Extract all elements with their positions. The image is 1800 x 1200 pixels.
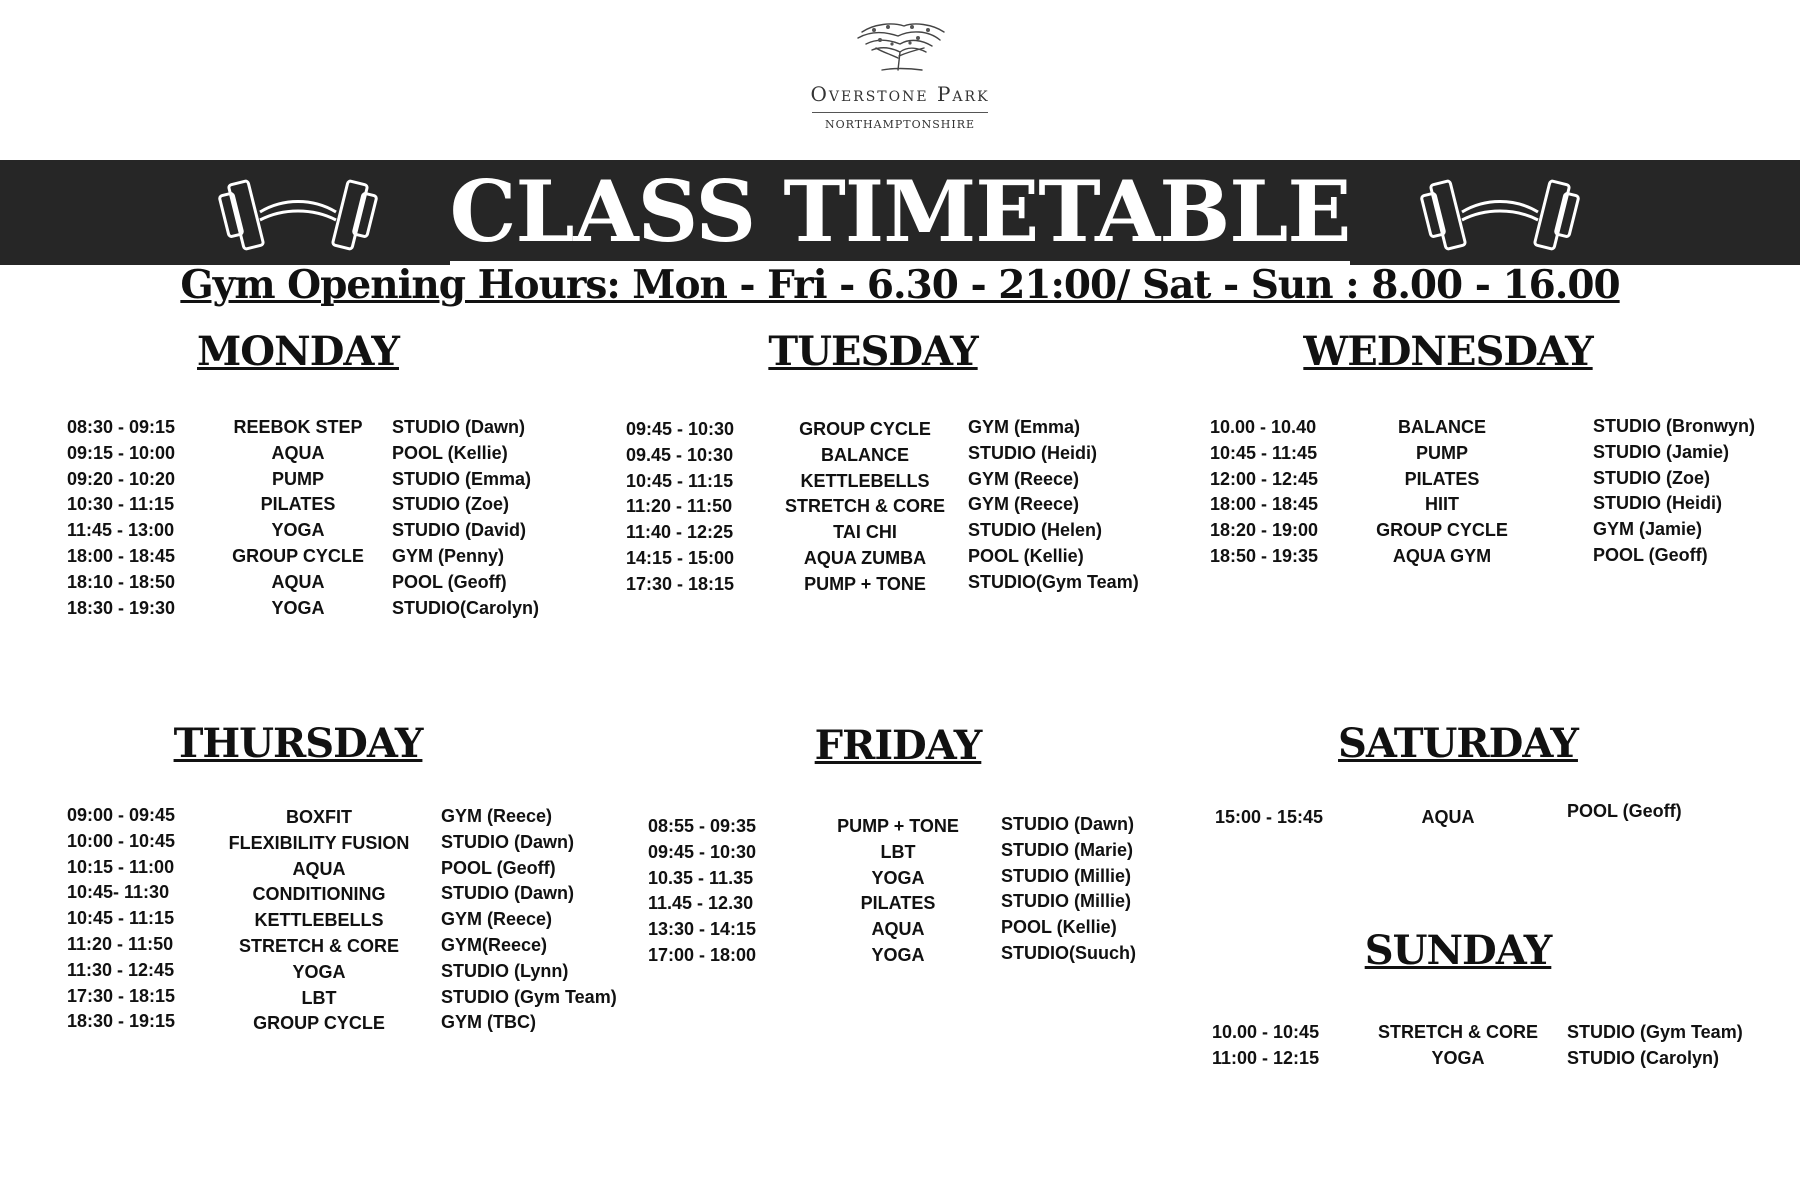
sunday-class-cell: YOGA (1431, 1048, 1485, 1068)
friday-location-cell: STUDIO (Millie) (1001, 891, 1131, 912)
opening-hours: Gym Opening Hours: Mon - Fri - 6.30 - 21:00/ Sat - Sun : 8.00 - 16.00 (180, 262, 1620, 308)
logo-name: Overstone Park (810, 82, 990, 106)
tuesday-location-cell: GYM (Reece) (968, 468, 1080, 489)
monday-time-cell: 10:30 - 11:15 (67, 494, 175, 515)
thursday-location-cell: STUDIO (Dawn) (441, 883, 574, 904)
thursday-location-cell: GYM (Reece) (441, 909, 553, 930)
monday-class-cell: AQUA (271, 442, 325, 463)
thursday-location-cell: GYM (TBC) (441, 1012, 536, 1033)
wednesday-time-cell: 10:45 - 11:45 (1210, 442, 1318, 463)
day-heading-monday: MONDAY (197, 328, 399, 375)
tuesday-time-cell: 14:15 - 15:00 (626, 548, 735, 568)
saturday-location-cell: POOL (Geoff) (1567, 801, 1682, 821)
monday-time-cell: 18:30 - 19:30 (67, 597, 176, 618)
monday-location-cell: POOL (Geoff) (392, 571, 507, 592)
thursday-class-cell: KETTLEBELLS (254, 910, 384, 931)
thursday-time-cell: 18:30 - 19:15 (67, 1011, 176, 1032)
tuesday-time-cell: 10:45 - 11:15 (626, 470, 734, 491)
sunday-location-cell: STUDIO (Carolyn) (1567, 1048, 1720, 1068)
thursday-time-cell: 09:00 - 09:45 (67, 805, 176, 825)
logo-divider (812, 112, 988, 113)
logo-subtitle: NORTHAMPTONSHIRE (824, 118, 976, 131)
monday-class-cell: AQUA (271, 571, 325, 592)
tuesday-class-cell: KETTLEBELLS (800, 470, 930, 491)
tuesday-time-cell: 09.45 - 10:30 (626, 444, 734, 465)
friday-location-cell: STUDIO (Marie) (1001, 839, 1134, 860)
tree-icon (852, 18, 948, 74)
thursday-location-cell: GYM(Reece) (441, 935, 548, 955)
friday-time-cell: 10.35 - 11.35 (648, 867, 754, 888)
friday-time-cell: 08:55 - 09:35 (648, 816, 757, 836)
title-banner (0, 160, 1800, 265)
friday-time-cell: 13:30 - 14:15 (648, 919, 757, 940)
sunday-time-cell: 10.00 - 10:45 (1212, 1022, 1320, 1042)
friday-location-cell: STUDIO (Millie) (1001, 865, 1131, 886)
monday-time-cell: 18:10 - 18:50 (67, 571, 176, 592)
monday-location-cell: STUDIO (Dawn) (392, 417, 525, 437)
thursday-location-cell: GYM (Reece) (441, 806, 553, 826)
friday-time-cell: 09:45 - 10:30 (648, 841, 757, 862)
tuesday-class-cell: GROUP CYCLE (799, 419, 931, 439)
thursday-location-cell: POOL (Geoff) (441, 857, 556, 878)
thursday-time-cell: 17:30 - 18:15 (67, 985, 176, 1006)
day-heading-saturday: SATURDAY (1338, 720, 1578, 767)
friday-time-cell: 11.45 - 12.30 (648, 893, 754, 914)
thursday-class-cell: CONDITIONING (252, 884, 386, 905)
friday-location-cell: POOL (Kellie) (1001, 917, 1117, 938)
monday-time-cell: 08:30 - 09:15 (67, 417, 176, 437)
tuesday-time-cell: 17:30 - 18:15 (626, 573, 735, 594)
monday-location-cell: STUDIO (David) (392, 520, 527, 541)
tuesday-class-cell: AQUA ZUMBA (803, 548, 927, 568)
friday-class-cell: AQUA (871, 919, 925, 940)
monday-class-cell: YOGA (271, 520, 325, 541)
monday-class-cell: PUMP (271, 468, 324, 489)
wednesday-class-cell: PILATES (1404, 468, 1480, 489)
friday-location-cell: STUDIO(Suuch) (1001, 943, 1136, 963)
sunday-location-cell: STUDIO (Gym Team) (1567, 1022, 1743, 1042)
thursday-class-cell: STRETCH & CORE (238, 936, 399, 956)
thursday-location-cell: STUDIO (Dawn) (441, 831, 574, 852)
logo (770, 18, 1030, 133)
saturday-time-cell: 15:00 - 15:45 (1215, 807, 1324, 827)
thursday-class-cell: LBT (301, 987, 337, 1008)
tuesday-time-cell: 11:20 - 11:50 (626, 496, 733, 517)
wednesday-location-cell: STUDIO (Heidi) (1593, 493, 1722, 514)
wednesday-location-cell: GYM (Jamie) (1593, 519, 1703, 540)
day-heading-sunday: SUNDAY (1364, 927, 1552, 974)
tuesday-location-cell: GYM (Reece) (968, 494, 1080, 515)
thursday-location-cell: STUDIO (Lynn) (441, 960, 569, 981)
sunday-class-cell: STRETCH & CORE (1377, 1022, 1538, 1042)
tuesday-class-cell: PUMP + TONE (804, 573, 926, 594)
page-title-text: CLASS TIMETABLE (450, 162, 1351, 266)
wednesday-time-cell: 18:00 - 18:45 (1210, 494, 1319, 515)
day-heading-friday: FRIDAY (814, 722, 982, 769)
monday-location-cell: STUDIO(Carolyn) (392, 597, 540, 618)
tuesday-class-cell: TAI CHI (833, 522, 897, 543)
sunday-time-cell: 11:00 - 12:15 (1212, 1048, 1320, 1068)
monday-location-cell: STUDIO (Zoe) (392, 494, 509, 515)
thursday-time-cell: 10:45- 11:30 (67, 882, 170, 903)
monday-time-cell: 18:00 - 18:45 (67, 546, 176, 566)
friday-class-cell: PUMP + TONE (837, 816, 959, 836)
tuesday-class-cell: BALANCE (821, 444, 909, 465)
wednesday-time-cell: 18:20 - 19:00 (1210, 520, 1319, 541)
thursday-location-cell: STUDIO (Gym Team) (441, 986, 617, 1007)
tuesday-location-cell: STUDIO (Helen) (968, 520, 1103, 541)
wednesday-time-cell: 18:50 - 19:35 (1210, 546, 1319, 566)
wednesday-location-cell: STUDIO (Zoe) (1593, 467, 1710, 488)
monday-class-cell: PILATES (260, 494, 336, 515)
wednesday-time-cell: 10.00 - 10.40 (1210, 417, 1317, 437)
wednesday-class-cell: PUMP (1415, 442, 1468, 463)
wednesday-time-cell: 12:00 - 12:45 (1210, 468, 1319, 489)
thursday-time-cell: 11:20 - 11:50 (67, 934, 174, 954)
monday-time-cell: 09:15 - 10:00 (67, 442, 176, 463)
friday-class-cell: LBT (880, 841, 916, 862)
wednesday-location-cell: STUDIO (Bronwyn) (1593, 416, 1755, 436)
tuesday-time-cell: 09:45 - 10:30 (626, 419, 735, 439)
day-heading-tuesday: TUESDAY (768, 328, 978, 375)
tuesday-class-cell: STRETCH & CORE (784, 496, 945, 517)
thursday-class-cell: FLEXIBILITY FUSION (228, 832, 410, 853)
tuesday-time-cell: 11:40 - 12:25 (626, 522, 734, 543)
tuesday-location-cell: GYM (Emma) (968, 417, 1081, 437)
dumbbell-icon (1420, 172, 1580, 252)
friday-class-cell: PILATES (860, 893, 936, 914)
thursday-time-cell: 11:30 - 12:45 (67, 959, 175, 980)
day-heading-wednesday: WEDNESDAY (1303, 328, 1593, 375)
tuesday-location-cell: POOL (Kellie) (968, 546, 1084, 566)
saturday-class-cell: AQUA (1421, 807, 1475, 827)
thursday-class-cell: YOGA (292, 961, 346, 982)
monday-location-cell: GYM (Penny) (392, 546, 505, 566)
friday-class-cell: YOGA (871, 867, 925, 888)
wednesday-location-cell: POOL (Geoff) (1593, 545, 1708, 565)
friday-class-cell: YOGA (871, 945, 925, 965)
thursday-time-cell: 10:00 - 10:45 (67, 830, 176, 851)
wednesday-class-cell: BALANCE (1398, 417, 1486, 437)
monday-time-cell: 09:20 - 10:20 (67, 468, 176, 489)
thursday-class-cell: AQUA (292, 858, 346, 879)
monday-time-cell: 11:45 - 13:00 (67, 520, 175, 541)
tuesday-location-cell: STUDIO(Gym Team) (968, 571, 1139, 592)
monday-location-cell: POOL (Kellie) (392, 442, 508, 463)
monday-class-cell: GROUP CYCLE (232, 546, 364, 566)
tuesday-location-cell: STUDIO (Heidi) (968, 442, 1097, 463)
thursday-class-cell: GROUP CYCLE (253, 1013, 385, 1034)
day-heading-thursday: THURSDAY (173, 720, 423, 767)
thursday-class-cell: BOXFIT (286, 807, 352, 827)
wednesday-class-cell: GROUP CYCLE (1376, 520, 1508, 541)
friday-time-cell: 17:00 - 18:00 (648, 945, 757, 965)
wednesday-class-cell: HIIT (1425, 494, 1459, 515)
wednesday-location-cell: STUDIO (Jamie) (1593, 441, 1730, 462)
thursday-time-cell: 10:15 - 11:00 (67, 856, 175, 877)
monday-location-cell: STUDIO (Emma) (392, 468, 532, 489)
monday-class-cell: REEBOK STEP (233, 417, 363, 437)
thursday-time-cell: 10:45 - 11:15 (67, 908, 175, 929)
wednesday-class-cell: AQUA GYM (1392, 546, 1492, 566)
monday-class-cell: YOGA (271, 597, 325, 618)
friday-location-cell: STUDIO (Dawn) (1001, 814, 1134, 834)
